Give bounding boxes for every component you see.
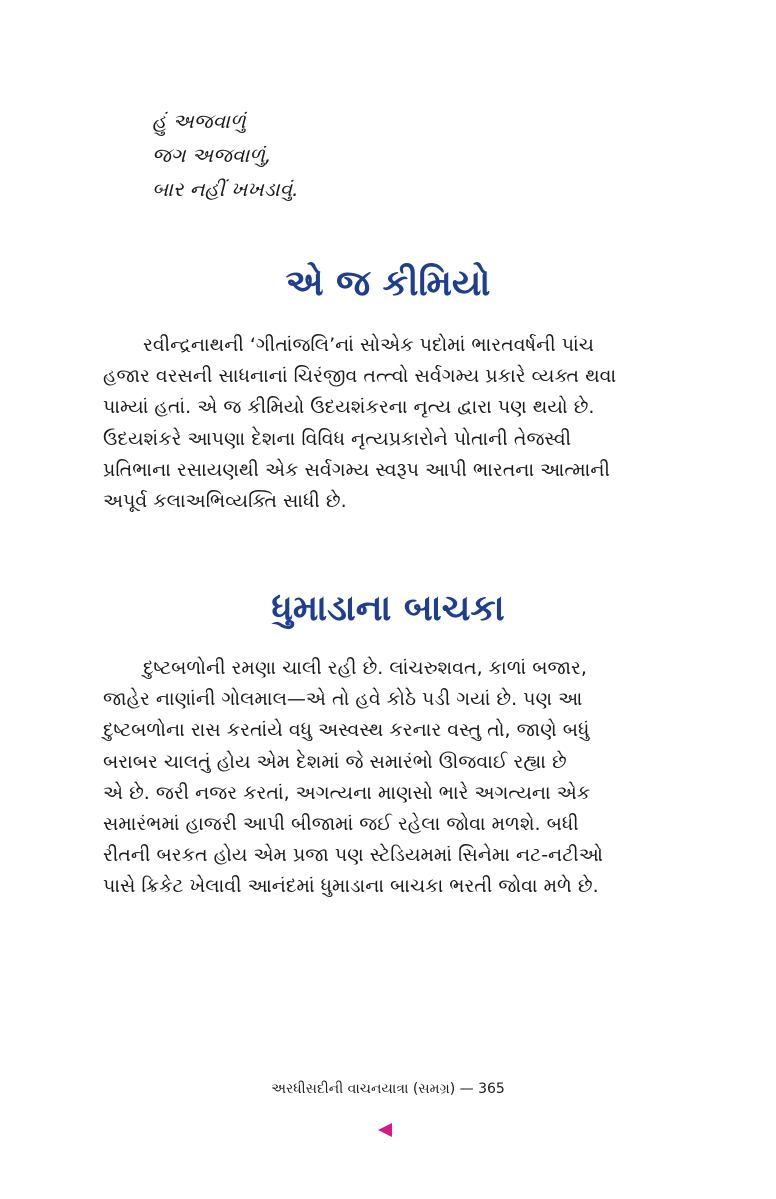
paragraph-line: એ છે. જરી નજર કરતાં, અગત્યના માણસો ભારે અગત્યના એક	[103, 781, 591, 804]
paragraph-line: રીતની બરકત હોય એમ પ્રજા પણ સ્ટેડિયમમાં સિનેમા નટ-નટીઓ	[103, 844, 603, 867]
paragraph	[103, 330, 671, 517]
page-footer: અરધીસદીની વાચનયાત્રા (સમગ્ર) — 365	[271, 1081, 505, 1097]
paragraph-line: પાસે ક્રિકેટ ખેલાવી આનંદમાં ધુમાડાના બાચકા ભરતી જોવા મળે છે.	[103, 875, 599, 898]
paragraph-line: હજાર વરસની સાધનાનાં ચિરંજીવ તત્ત્વો સર્વગમ્ય પ્રકારે વ્યક્ત થવા	[103, 365, 617, 388]
paragraph-line: અપૂર્વ કલાઅભિવ્યક્તિ સાધી છે.	[103, 490, 347, 513]
paragraph-line: પ્રતિભાના રસાયણથી એક સર્વગમ્ય સ્વરૂપ આપી ભારતના આત્માની	[103, 458, 610, 481]
poem-line: હું અજવાળું	[152, 109, 246, 133]
paragraph-line: દુષ્ટબળોની રમણા ચાલી રહી છે. લાંચરુશવત, કાળાં બજાર,	[143, 657, 587, 679]
section-title: ધુમાડાના બાચકા	[271, 588, 505, 629]
paragraph-line: દુષ્ટબળોના રાસ કરતાંયે વધુ અસ્વસ્થ કરનાર વસ્તુ તો, જાણે બધું	[103, 719, 590, 742]
paragraph-line: ઉદયશંકરે આપણા દેશના વિવિધ નૃત્યપ્રકારોને પોતાની તેજસ્વી	[103, 427, 572, 450]
paragraph-line: પામ્યાં હતાં. એ જ કીમિયો ઉદયશંકરના નૃત્ય દ્વારા પણ થયો છે.	[103, 396, 595, 419]
paragraph-line: સમારંભમાં હાજરી આપી બીજામાં જઈ રહેલા જોવા મળશે. બધી	[103, 813, 579, 836]
paragraph-line: જાહેર નાણાંની ગોલમાલ—એ તો હવે કોઠે પડી ગયાં છે. પણ આ	[103, 688, 583, 711]
paragraph-line: બરાબર ચાલતું હોય એમ દેશમાં જે સમારંભો ઊજવાઈ રહ્યા છે	[103, 750, 567, 773]
poem-block	[152, 104, 452, 206]
poem-line: જગ અજવાળું,	[152, 143, 272, 167]
paragraph	[103, 653, 671, 903]
section-title: એ જ કીમિયો	[285, 263, 491, 304]
previous-page-arrow-icon[interactable]	[378, 1123, 392, 1137]
poem-line: બાર નહીં ખખડાવું.	[152, 177, 299, 201]
paragraph-line: રવીન્દ્રનાથની ‘ગીતાંજલિ’નાં સોએક પદોમાં ભારતવર્ષની પાંચ	[143, 334, 594, 356]
